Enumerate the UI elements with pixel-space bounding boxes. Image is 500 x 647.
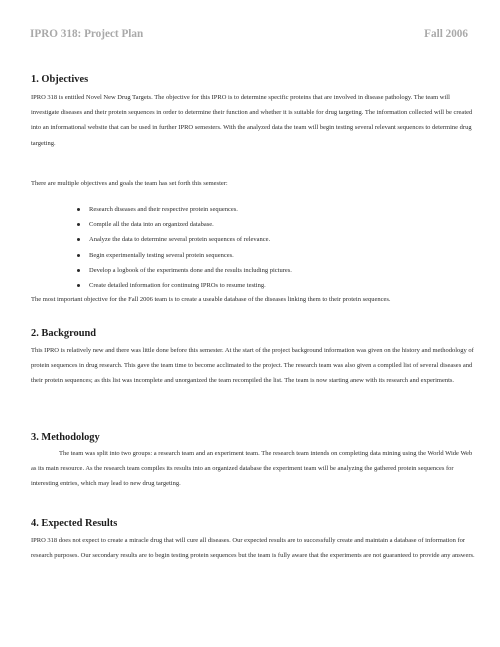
bullet-icon [77, 208, 80, 211]
list-item: Compile all the data into an organized database. [31, 217, 471, 232]
header-title: IPRO 318: Project Plan [30, 28, 144, 40]
list-item: Research diseases and their respective protein sequences. [31, 202, 471, 217]
bullet-icon [77, 284, 80, 287]
list-item: Create detailed information for continuing IPROs to resume testing. [31, 278, 471, 293]
methodology-heading: 3. Methodology [31, 432, 100, 443]
bullet-icon [77, 238, 80, 241]
bullet-icon [77, 269, 80, 272]
background-paragraph: This IPRO is relatively new and there was little done before this semester. At the start of the project background information was given on the history and methodology of protein sequences in drug research. This gave the team time to become acclimated to the project. The research team was also given a compiled list of several diseases and their protein sequences; as this list was incomplete and unorganized the team recompiled the list. The team is now starting anew with its research and experiments. [31, 347, 474, 385]
bullet-icon [77, 223, 80, 226]
bullet-icon [77, 254, 80, 257]
header-term: Fall 2006 [424, 28, 468, 40]
objectives-intro: There are multiple objectives and goals the team has set forth this semester: [31, 180, 228, 187]
methodology-paragraph: The team was split into two groups: a research team and an experiment team. The research team intends on completing data mining using the World Wide Web as its main resource. As the research team compiles its results into an organized database the experiment team will be analyzing the gathered protein sequences for interesting entries, which may lead to new drug targeting. [31, 450, 473, 488]
expected-results-paragraph: IPRO 318 does not expect to create a miracle drug that will cure all diseases. Our expected results are to successfully create and maintain a database of information for research purposes. Our secondary results are to begin testing protein sequences but the team is fully aware that the experiments are not guaranteed to provide any answers. [31, 537, 475, 560]
objectives-heading: 1. Objectives [31, 74, 89, 85]
list-item: Develop a logbook of the experiments done and the results including pictures. [31, 263, 471, 278]
objectives-list [31, 202, 471, 293]
objectives-paragraph: IPRO 318 is entitled Novel New Drug Targets. The objective for this IPRO is to determine specific proteins that are involved in disease pathology. The team will investigate diseases and their protein sequences in order to determine their function and whether it is suitable for drug targeting. The information collected will be created into an informational website that can be used in further IPRO semesters. With the analyzed data the team will begin testing several relevant sequences to determine drug targeting. [31, 94, 473, 147]
list-item: Begin experimentally testing several protein sequences. [31, 248, 471, 263]
list-item: Analyze the data to determine several protein sequences of relevance. [31, 232, 471, 247]
expected-results-heading: 4. Expected Results [31, 518, 118, 529]
background-heading: 2. Background [31, 328, 97, 339]
objectives-closing: The most important objective for the Fall 2006 team is to create a useable database of the diseases linking them to their protein sequences. [31, 296, 391, 303]
